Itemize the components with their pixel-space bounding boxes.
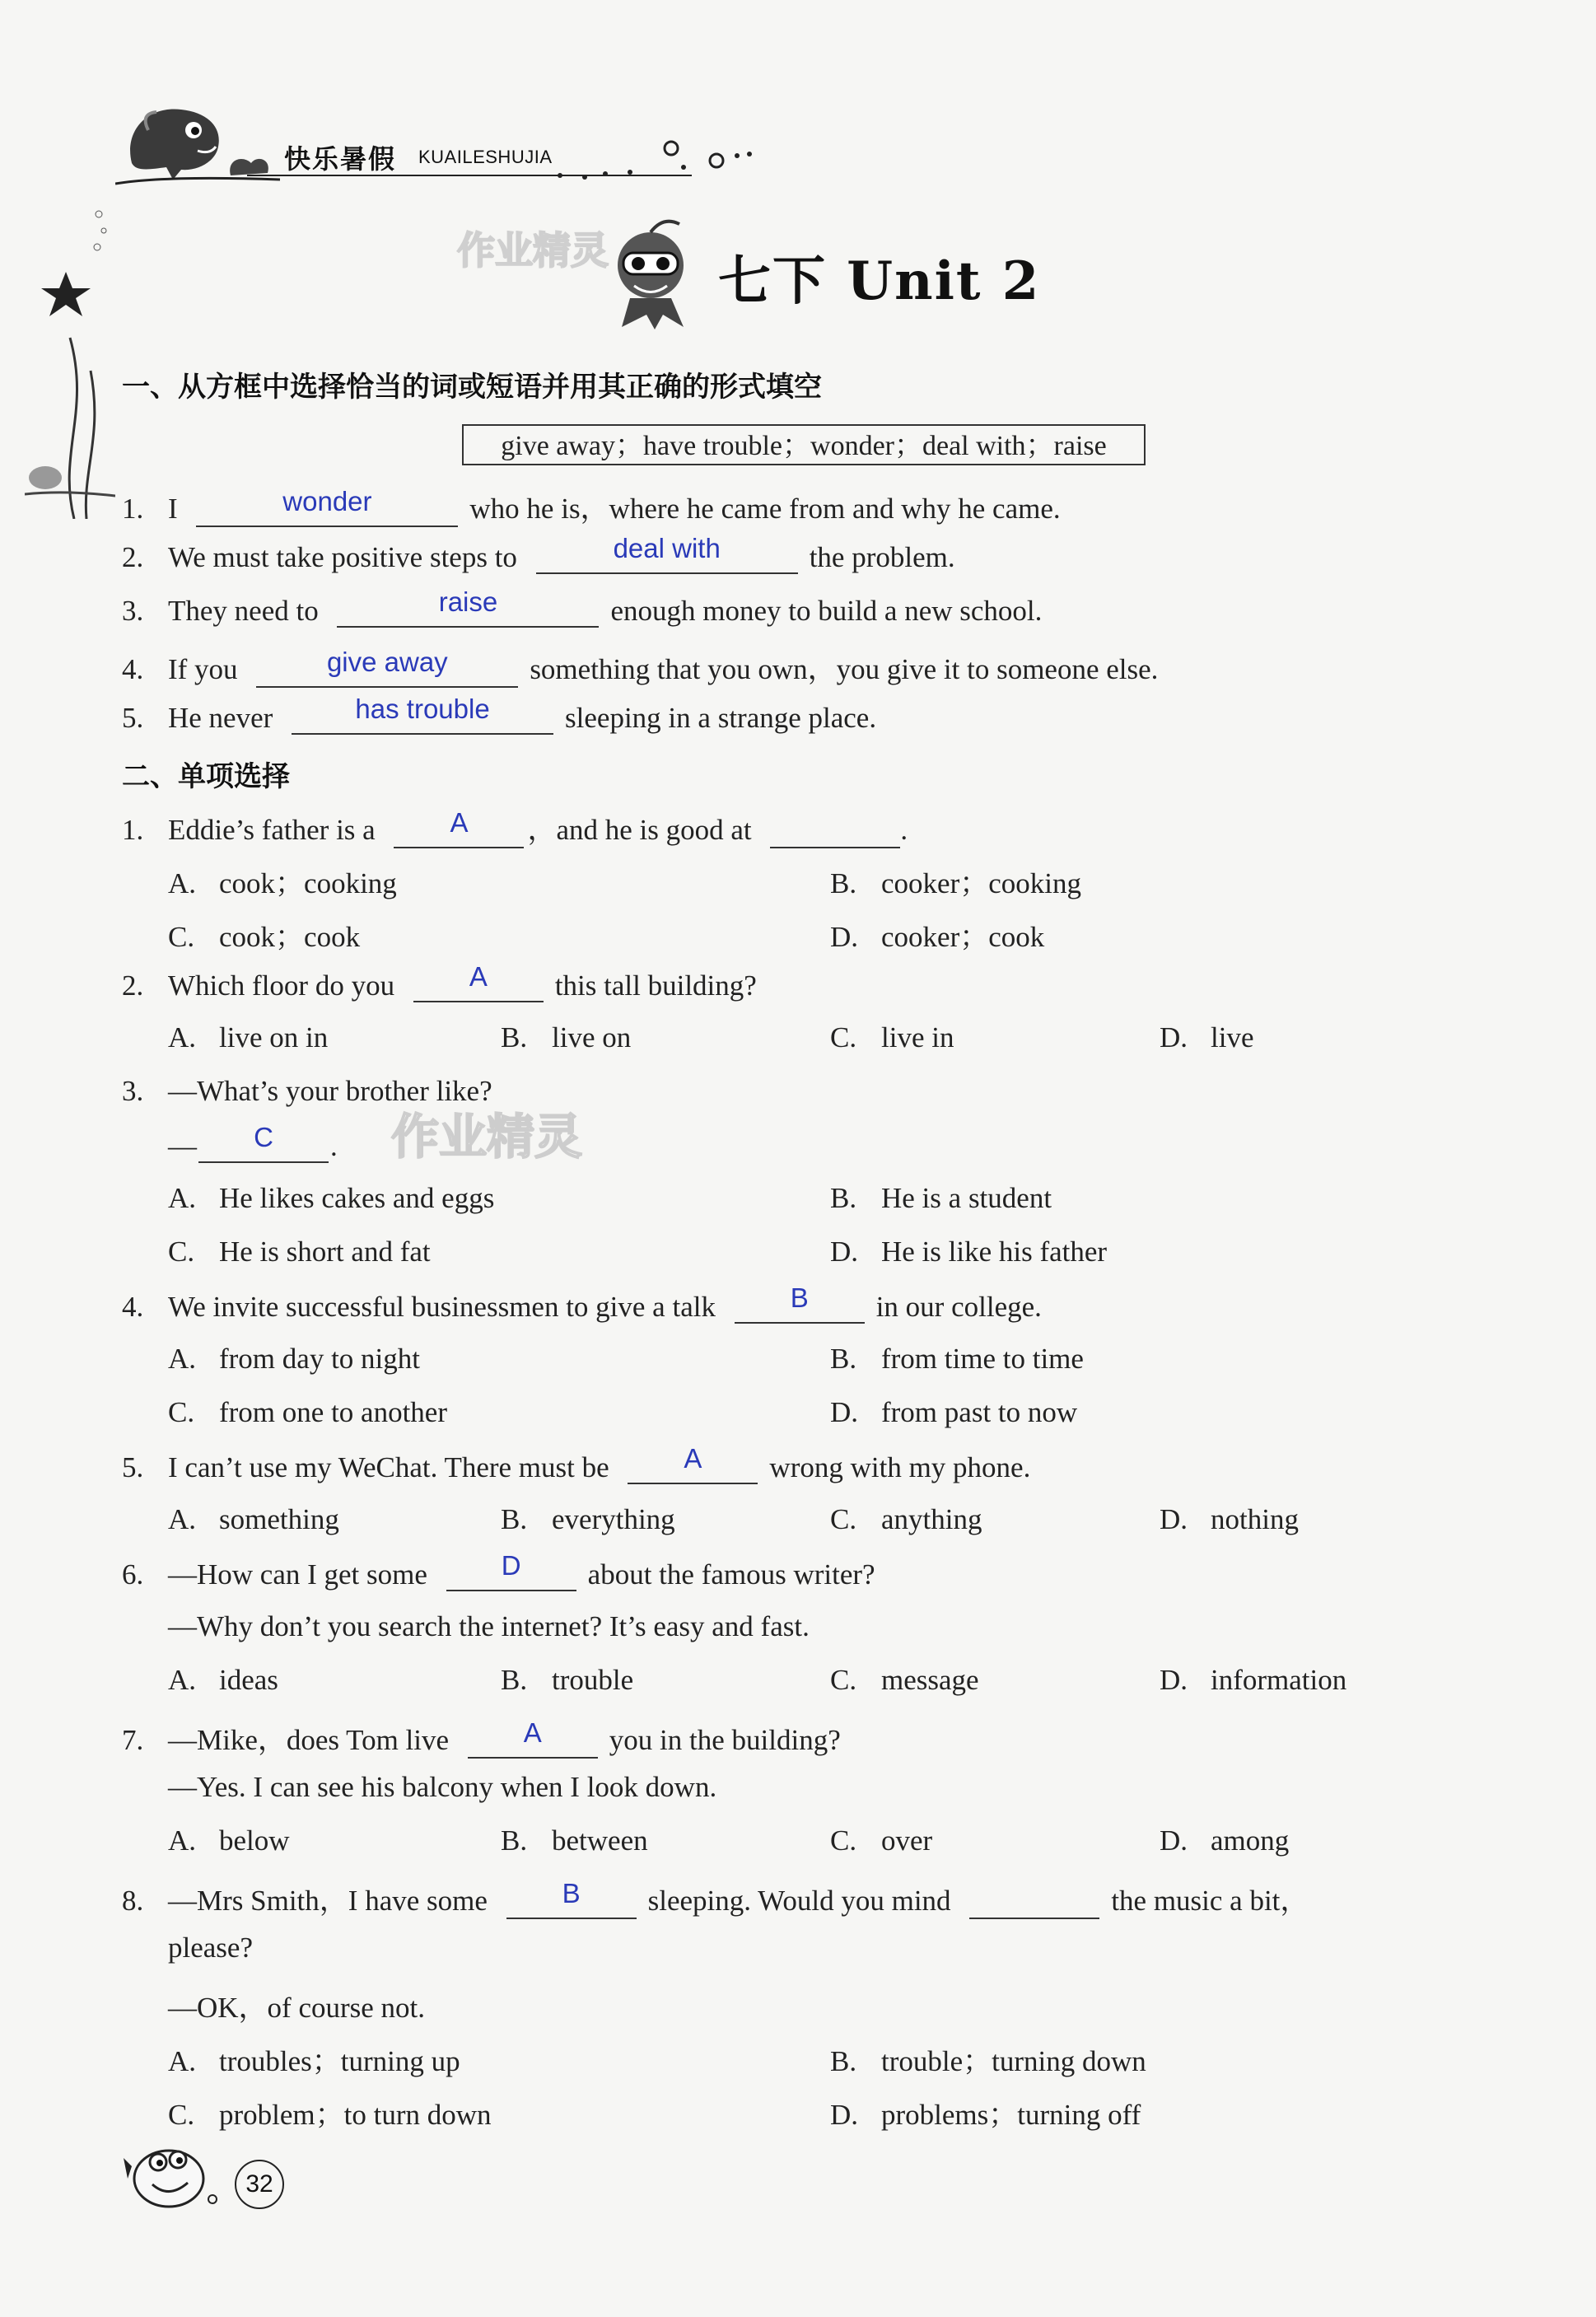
q6-option-d[interactable]: D. information [1160,1664,1347,1696]
answer-blank[interactable] [969,1885,1099,1919]
q8-reply: —OK，of course not. [168,1992,426,2024]
q6-reply: —Why don’t you search the internet? It’s easy and fast. [168,1610,810,1642]
q1-option-c[interactable]: C. cook；cook [168,921,361,953]
q8-option-a[interactable]: A. troubles；turning up [168,2045,460,2077]
q7-option-d[interactable]: D. among [1160,1824,1290,1857]
q5-option-d[interactable]: D. nothing [1160,1503,1299,1535]
q1-option-b[interactable]: B. cooker；cooking [830,867,1081,899]
svg-text:作业精灵: 作业精灵 [457,228,609,273]
q5-option-b[interactable]: B. everything [501,1503,675,1535]
answer-blank[interactable]: A [628,1450,758,1484]
word-box: give away；have trouble；wonder；deal with；raise [462,424,1146,465]
q3-stem: 3. —What’s your brother like? [122,1075,492,1107]
q8-option-b[interactable]: B. trouble；turning down [830,2045,1146,2077]
header-title: 快乐暑假 [284,143,397,175]
cartoon-fish-icon [124,2133,222,2216]
q7-option-b[interactable]: B. between [501,1824,648,1857]
seaweed-starfish-decoration-icon [25,206,115,519]
q2-option-a[interactable]: A. live on in [168,1021,329,1053]
section1-heading: 一、从方框中选择恰当的词或短语并用其正确的形式填空 [122,371,822,404]
unit-title: 七下 Unit 2 [718,250,1041,312]
q4-option-b[interactable]: B. from time to time [830,1343,1084,1375]
q6-stem: 6. —How can I get some D about the famous writer? [122,1550,875,1591]
q1-stem: 1. Eddie’s father is a A ，and he is good at . [122,807,908,848]
watermark-logo-icon [387,1104,618,1170]
answer-blank[interactable]: A [468,1724,598,1759]
q3-option-d[interactable]: D. He is like his father [830,1236,1108,1268]
answer-blank[interactable]: A [413,968,544,1002]
q8-stem-cont: please? [168,1932,253,1964]
answer-blank[interactable] [770,814,900,848]
s1-item-1: 1. I wonder who he is，where he came from and why he came. [122,486,1061,527]
q7-option-a[interactable]: A. below [168,1824,290,1857]
page-number: 32 [235,2160,284,2209]
s1-item-5: 5. He never has trouble sleeping in a strange place. [122,694,877,734]
q6-option-a[interactable]: A. ideas [168,1664,278,1696]
q2-stem: 2. Which floor do you A this tall building? [122,961,757,1002]
s1-item-2: 2. We must take positive steps to deal with the problem. [122,533,955,573]
q4-option-a[interactable]: A. from day to night [168,1343,420,1375]
q5-stem: 5. I can’t use my WeChat. There must be A wrong with my phone. [122,1443,1031,1483]
answer-blank[interactable]: deal with [536,540,798,574]
q5-option-c[interactable]: C. anything [830,1503,982,1535]
q8-option-d[interactable]: D. problems；turning off [830,2099,1141,2131]
q3-reply: — C . [168,1122,338,1162]
s1-item-3: 3. They need to raise enough money to build a new school. [122,586,1043,627]
q2-option-d[interactable]: D. live [1160,1021,1254,1053]
q2-option-c[interactable]: C. live in [830,1021,954,1053]
bubbles-decoration-icon [527,136,774,185]
answer-blank[interactable]: has trouble [292,700,553,735]
q6-option-b[interactable]: B. trouble [501,1664,634,1696]
q8-stem: 8. —Mrs Smith，I have some B sleeping. Would you mind the music a bit， [122,1878,1309,1919]
q5-option-a[interactable]: A. something [168,1503,339,1535]
answer-blank[interactable]: B [506,1885,637,1919]
q1-option-d[interactable]: D. cooker；cook [830,921,1045,953]
section2-heading: 二、单项选择 [122,760,290,793]
s1-item-4: 4. If you give away something that you own，you give it to someone else. [122,647,1158,688]
q8-option-c[interactable]: C. problem；to turn down [168,2099,492,2131]
q7-option-c[interactable]: C. over [830,1824,933,1857]
q3-option-c[interactable]: C. He is short and fat [168,1236,431,1268]
answer-blank[interactable]: give away [256,653,518,688]
q2-option-b[interactable]: B. live on [501,1021,632,1053]
q3-option-b[interactable]: B. He is a student [830,1182,1052,1214]
answer-blank[interactable]: C [198,1128,329,1163]
q4-option-c[interactable]: C. from one to another [168,1396,447,1428]
header-subtitle: KUAILESHUJIA [418,147,553,167]
q4-stem: 4. We invite successful businessmen to give a talk B in our college. [122,1282,1042,1323]
q1-option-a[interactable]: A. cook；cooking [168,867,397,899]
q6-option-c[interactable]: C. message [830,1664,979,1696]
q3-option-a[interactable]: A. He likes cakes and eggs [168,1182,495,1214]
answer-blank[interactable]: wonder [196,493,458,527]
cartoon-mascot-icon [605,216,696,331]
answer-blank[interactable]: D [446,1557,576,1591]
answer-blank[interactable]: raise [337,593,599,628]
q7-stem: 7. —Mike，does Tom live A you in the building? [122,1717,841,1759]
q4-option-d[interactable]: D. from past to now [830,1396,1078,1428]
answer-blank[interactable]: A [394,814,524,848]
answer-blank[interactable]: B [735,1289,865,1324]
svg-text:作业精灵: 作业精灵 [391,1109,583,1165]
q7-reply: —Yes. I can see his balcony when I look down. [168,1771,717,1803]
